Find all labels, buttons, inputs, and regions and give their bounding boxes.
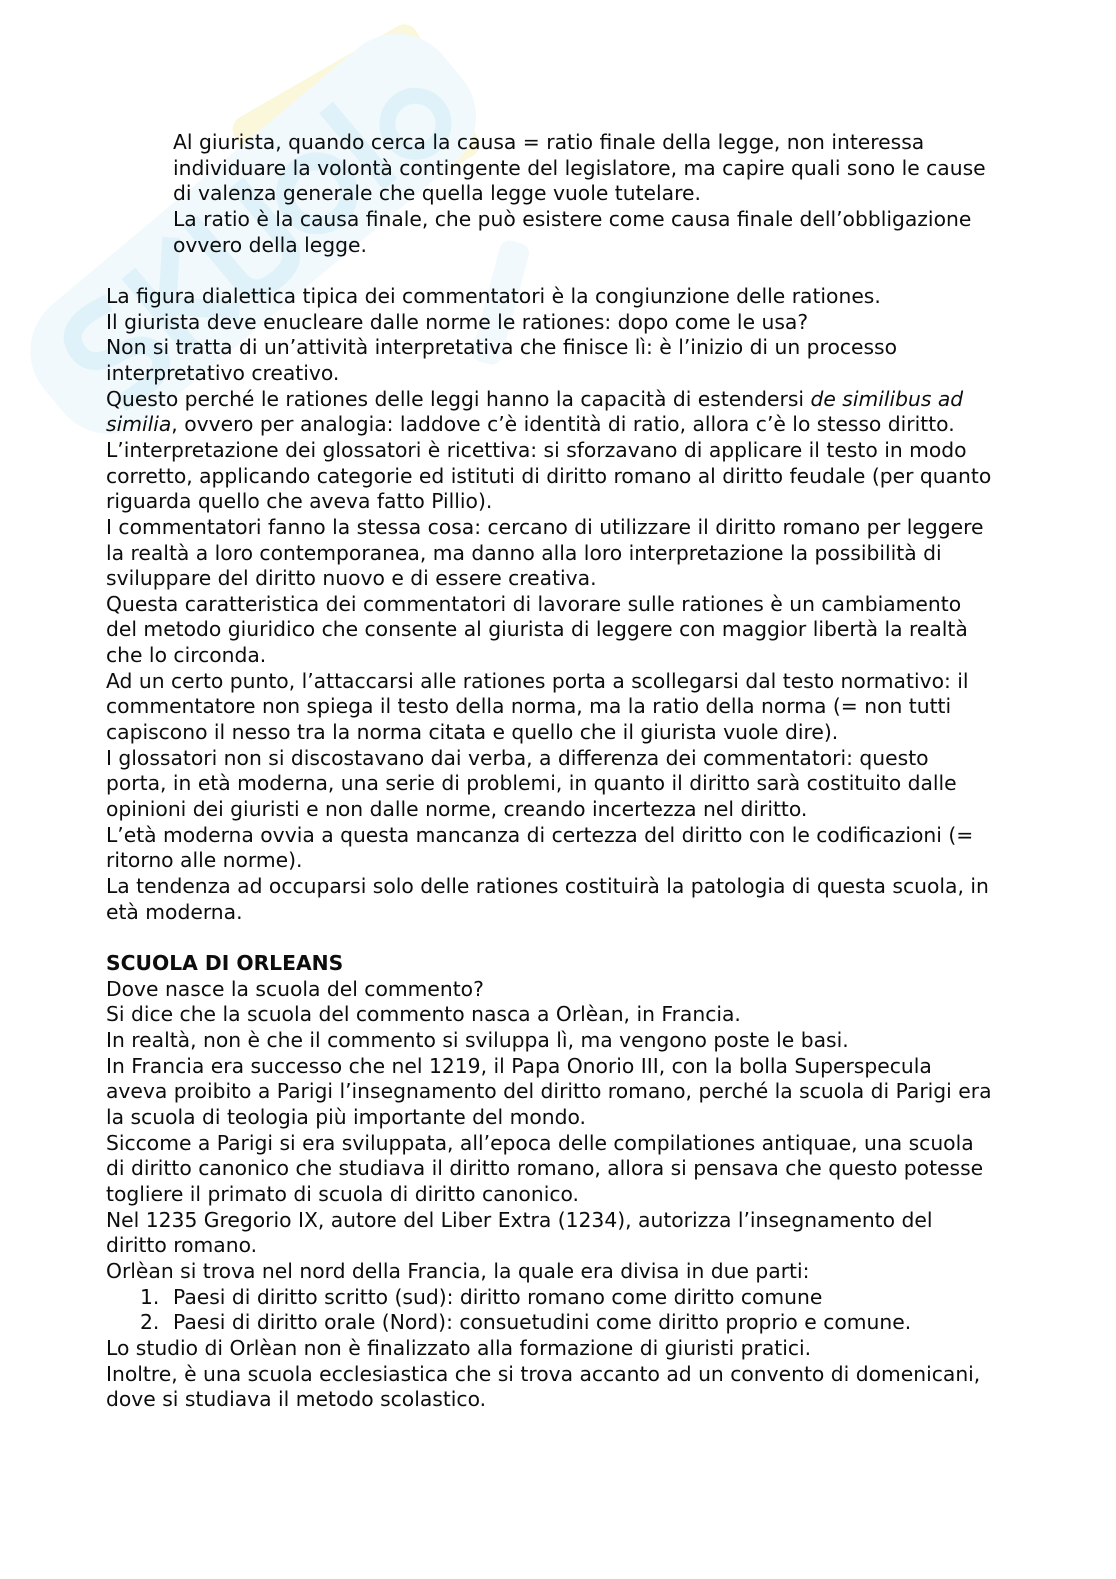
text-line: aveva proibito a Parigi l’insegnamento del diritto romano, perché la scuola di Parigi era: [106, 1079, 992, 1104]
intro-paragraph: [106, 130, 992, 258]
list-item: [106, 1310, 992, 1336]
text-line: che lo circonda.: [106, 643, 267, 668]
text-line: individuare la volontà contingente del legislatore, ma capire quali sono le cause: [173, 155, 986, 180]
text-line: Al giurista, quando cerca la causa = ratio finale della legge, non interessa: [173, 130, 925, 154]
text-line: [106, 412, 992, 438]
text-line: La ratio è la causa finale, che può esistere come causa finale dell’obbligazione: [173, 206, 972, 231]
numbered-list: [106, 1285, 992, 1336]
list-item-text: Paesi di diritto orale (Nord): consuetudini come diritto proprio e comune.: [173, 1310, 912, 1335]
text-line: In Francia era successo che nel 1219, il Papa Onorio III, con la bolla Superspecula: [106, 1053, 932, 1078]
document-body: [106, 130, 992, 1413]
text-line: dove si studiava il metodo scolastico.: [106, 1387, 487, 1412]
text-line: ritorno alle norme).: [106, 848, 303, 873]
text-line: ovvero della legge.: [173, 232, 367, 257]
text-segment: Questo perché le rationes delle leggi hanno la capacità di estendersi: [106, 386, 811, 411]
list-item: [106, 1285, 992, 1311]
text-segment: , ovvero per analogia: laddove c’è identità di ratio, allora c’è lo stesso diritto.: [171, 412, 955, 437]
text-line: Il giurista deve enucleare dalle norme le rationes: dopo come le usa?: [106, 309, 809, 334]
text-line: L’interpretazione dei glossatori è ricettiva: si sforzavano di applicare il testo in modo: [106, 437, 967, 462]
orleans-paragraphs: [106, 977, 992, 1285]
text-line: opinioni dei giuristi e non dalle norme, creando incertezza nel diritto.: [106, 797, 808, 822]
text-line: I glossatori non si discostavano dai verba, a differenza dei commentatori: questo: [106, 745, 929, 770]
text-line: Inoltre, è una scuola ecclesiastica che si trova accanto ad un convento di domenicani,: [106, 1361, 981, 1386]
text-line: Ad un certo punto, l’attaccarsi alle rationes porta a scollegarsi dal testo normativo: il: [106, 668, 969, 693]
text-line: del metodo giuridico che consente al giurista di leggere con maggior libertà la realtà: [106, 617, 968, 642]
text-line: di valenza generale che quella legge vuole tutelare.: [173, 181, 701, 206]
text-line: età moderna.: [106, 899, 243, 924]
text-line: capiscono il nesso tra la norma citata e quello che il giurista vuole dire).: [106, 720, 839, 745]
text-line: porta, in età moderna, una serie di problemi, in quanto il diritto sarà costituito dalle: [106, 771, 957, 796]
orleans-closing-paragraph: [106, 1336, 992, 1413]
commentatori-paragraphs: [106, 284, 992, 925]
latin-phrase: de similibus ad: [810, 386, 964, 411]
text-line: la realtà a loro contemporanea, ma danno alla loro interpretazione la possibilità di: [106, 540, 942, 565]
blank-line: [106, 258, 992, 284]
text-line: Non si tratta di un’attività interpretativa che finisce lì: è l’inizio di un processo: [106, 335, 898, 360]
blank-line: [106, 925, 992, 951]
text-line: L’età moderna ovvia a questa mancanza di certezza del diritto con le codificazioni (=: [106, 822, 974, 847]
text-line: Questa caratteristica dei commentatori di lavorare sulle rationes è un cambiamento: [106, 591, 962, 616]
text-line: corretto, applicando categorie ed istituti di diritto romano al diritto feudale (per quanto: [106, 463, 992, 488]
text-line: la scuola di teologia più importante del mondo.: [106, 1104, 586, 1129]
text-line: La figura dialettica tipica dei commentatori è la congiunzione delle rationes.: [106, 283, 881, 308]
text-line: [106, 387, 992, 413]
text-line: Siccome a Parigi si era sviluppata, all’epoca delle compilationes antiquae, una scuola: [106, 1130, 974, 1155]
text-line: Lo studio di Orlèan non è finalizzato alla formazione di giuristi pratici.: [106, 1335, 812, 1360]
text-line: In realtà, non è che il commento si sviluppa lì, ma vengono poste le basi.: [106, 1027, 849, 1052]
list-marker: 2.: [140, 1310, 160, 1335]
text-line: Nel 1235 Gregorio IX, autore del Liber Extra (1234), autorizza l’insegnamento del: [106, 1207, 933, 1232]
text-line: sviluppare del diritto nuovo e di essere creativa.: [106, 566, 597, 591]
text-line: commentatore non spiega il testo della norma, ma la ratio della norma (= non tutti: [106, 694, 952, 719]
latin-phrase: similia: [106, 412, 172, 437]
text-line: I commentatori fanno la stessa cosa: cercano di utilizzare il diritto romano per leggere: [106, 514, 984, 539]
text-line: Si dice che la scuola del commento nasca a Orlèan, in Francia.: [106, 1002, 741, 1027]
text-line: La tendenza ad occuparsi solo delle rationes costituirà la patologia di questa scuola, in: [106, 874, 989, 899]
text-line: Orlèan si trova nel nord della Francia, la quale era divisa in due parti:: [106, 1258, 810, 1283]
text-line: di diritto canonico che studiava il diritto romano, allora si pensava che questo potesse: [106, 1156, 984, 1181]
list-item-text: Paesi di diritto scritto (sud): diritto romano come diritto comune: [173, 1284, 823, 1309]
text-line: riguarda quello che aveva fatto Pillio).: [106, 489, 493, 514]
text-line: Dove nasce la scuola del commento?: [106, 976, 484, 1001]
section-heading: SCUOLA DI ORLEANS: [106, 951, 344, 975]
text-line: diritto romano.: [106, 1233, 258, 1258]
list-marker: 1.: [140, 1284, 160, 1309]
text-line: togliere il primato di scuola di diritto canonico.: [106, 1181, 579, 1206]
text-line: interpretativo creativo.: [106, 360, 340, 385]
